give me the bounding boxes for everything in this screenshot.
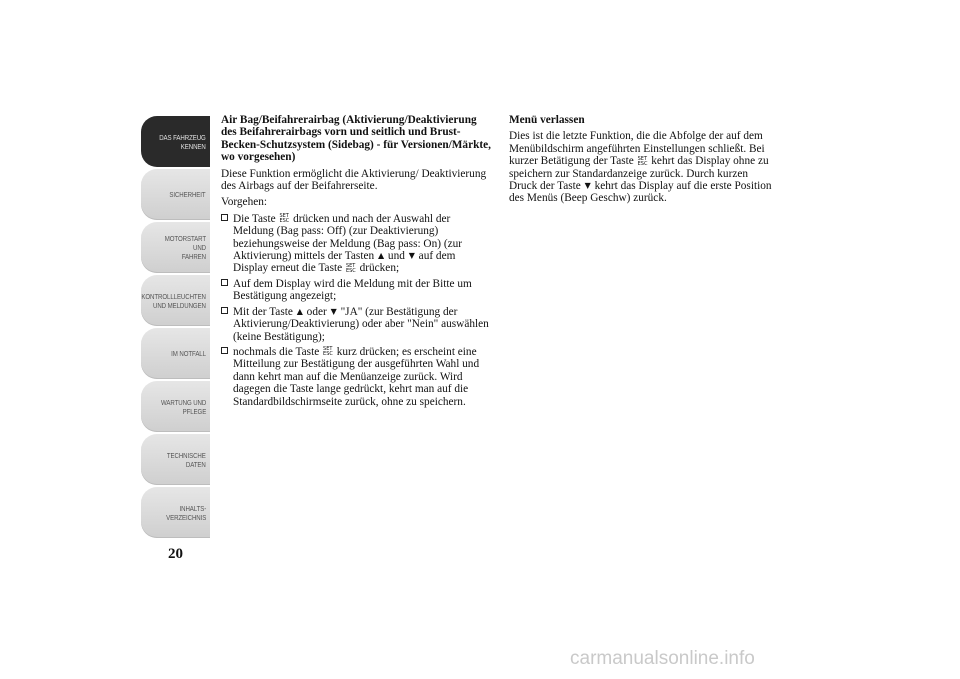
tab-technische-daten[interactable] [141,434,210,485]
text: kehrt das Display ohne zu speichern zur Standardanzeige zurück. Durch kurzen Druck der Taste [509,155,769,193]
down-button-icon: ▼ [330,307,337,317]
set-esc-button-icon: SET ESC [637,155,648,167]
tab-inhaltsverzeichnis[interactable] [141,487,210,538]
section-heading: Air Bag/Beifahrerairbag (Aktivierung/Deaktivierung des Beifahrerairbags vorn und seitlich und Brust-Becken-Schutzsystem (Sidebag) - für Versionen/Märkte, wo vorgesehen) [221,114,491,164]
checkbox-bullet-icon [221,307,228,314]
list-item [221,278,493,303]
tab-label: WARTUNG UND PFLEGE [160,397,206,416]
right-column [509,114,779,209]
text: "JA" (zur Bestätigung der Aktivierung/Deaktivierung) oder aber "Nein" auswählen (keine Bestätigung); [233,305,489,343]
tab-label: SICHERHEIT [169,190,206,199]
set-esc-button-icon: SET ESC [279,213,290,225]
checkbox-bullet-icon [221,279,228,286]
text: kurz drücken; es erscheint eine Mitteilung zur Bestätigung der ausgeführten Wahl und dann kehrt man auf die Menüanzeige zurück. Wird dagegen die Taste lange gedrückt, kehrt man auf die Standardbildschirmseite zurück, ohne zu speichern. [233,345,480,408]
side-navigation [141,116,210,540]
tab-label: INHALTS- VERZEICHNIS [165,503,206,522]
tab-label: IM NOTFALL [171,349,206,358]
list-item [221,346,493,408]
up-button-icon: ▲ [296,307,303,317]
procedure-label: Vorgehen: [221,196,268,209]
tab-motorstart[interactable] [141,222,210,273]
text: Dies ist die letzte Funktion, die die Abfolge der auf dem Menübildschirm angeführten Einstellungen schließt. Bei kurzer Betätigung der Taste [509,130,765,168]
down-button-icon: ▼ [408,251,415,261]
left-column [221,114,493,411]
watermark: carmanualsonline.info [570,648,755,669]
text: kehrt das Display auf die erste Position des Menüs (Beep Geschw) zurück. [509,180,772,205]
set-esc-button-icon: SET ESC [323,346,333,358]
tab-sicherheit[interactable] [141,169,210,220]
intro-text: Diese Funktion ermöglicht die Aktivierung/ Deaktivierung des Airbags auf der Beifahrerseite. [221,167,487,193]
text: nochmals die Taste [233,345,323,358]
text: und [385,250,408,263]
text: oder [303,305,330,318]
body-text [509,130,779,204]
list-item [221,306,493,343]
tab-im-notfall[interactable] [141,328,210,379]
tab-label: DAS FAHRZEUG KENNEN [159,132,206,151]
tab-label: TECHNISCHE DATEN [167,450,206,469]
tab-wartung[interactable] [141,381,210,432]
set-esc-button-icon: SET ESC [345,262,356,274]
up-button-icon: ▲ [377,251,385,261]
text: Die Taste [233,212,279,225]
down-button-icon: ▼ [584,181,591,191]
checkbox-bullet-icon [221,214,228,221]
list-item [221,213,493,275]
text: drücken und nach der Auswahl der Meldung (Bag pass: Off) (zur Deaktivierung) beziehungsweise der Meldung (Bag pass: On) (zur Aktivierung) mittels der Tasten [233,212,463,263]
tab-kontrollleuchten[interactable] [141,275,210,326]
text: drücken; [356,262,400,275]
section-heading: Menü verlassen [509,114,585,126]
text: Auf dem Display wird die Meldung mit der Bitte um Bestätigung angezeigt; [233,277,472,303]
text: auf dem Display erneut die Taste [233,250,456,275]
page-number: 20 [168,546,183,562]
tab-label: MOTORSTART UND FAHREN [164,234,206,261]
tab-das-fahrzeug-kennen[interactable] [141,116,210,167]
text: Mit der Taste [233,305,296,318]
checkbox-bullet-icon [221,347,228,354]
tab-label: KONTROLLLEUCHTEN UND MELDUNGEN [141,291,206,310]
